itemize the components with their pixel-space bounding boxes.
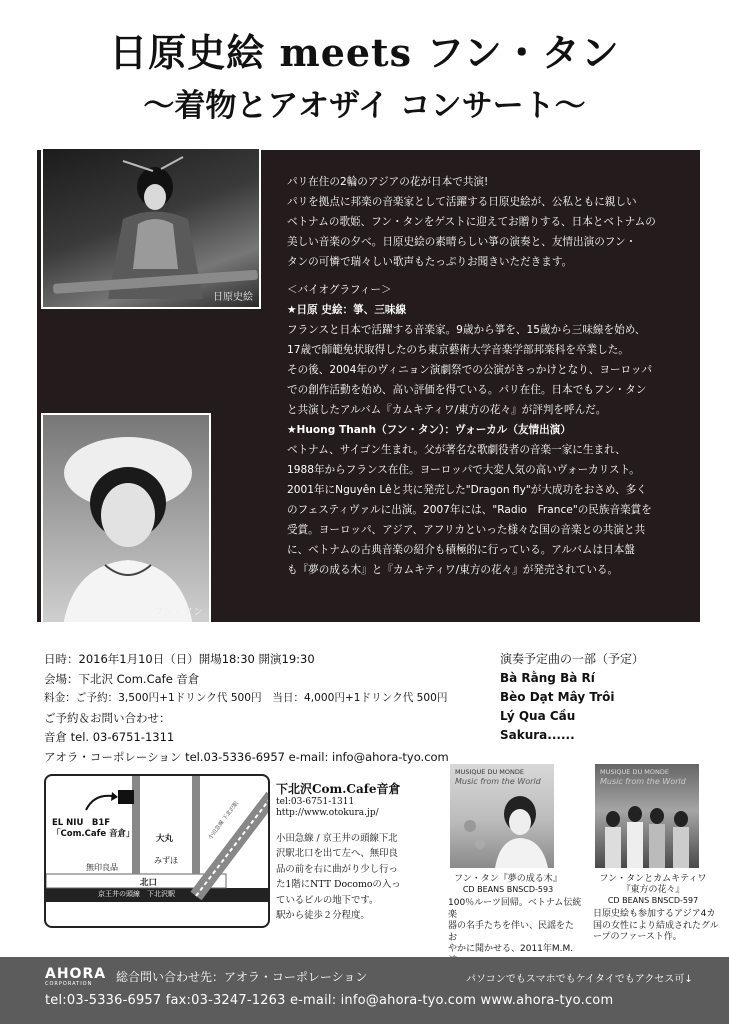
map-road-label: 小田急線 下北沢駅 — [207, 800, 240, 841]
cd2-title: フン・タンとカムキティワ — [599, 874, 707, 884]
footer-contact-label: 総合問い合わせ先：アオラ・コーポレーション — [116, 970, 368, 984]
intro-line: タンの可憐で瑞々しい歌声もたっぷりお聞きいただきます。 — [287, 256, 573, 268]
koto-player-illustration — [43, 149, 261, 309]
map-mizuho-label: みずほ — [154, 856, 178, 865]
cd2-desc-line: 国の女性により結成されたグル — [593, 920, 719, 931]
map-kitaguchi-label: 北口 — [140, 878, 158, 888]
event-venue: 会場：下北沢 Com.Cafe 音倉 — [44, 671, 200, 686]
bio2-line: に、ベトナムの古典音楽の紹介も積極的に行っている。アルバムは日本盤 — [287, 544, 635, 556]
intro-line: 美しい音楽の夕べ。日原史絵の素晴らしい箏の演奏と、友情出演のフン・ — [287, 236, 637, 248]
cd1-desc-line: 器の名手たちを伴い、民謡をたお — [448, 921, 575, 943]
bio2-line: も『夢の成る木』と『カムキティワ/東方の花々』が発売されている。 — [287, 564, 619, 576]
cd2-code: CD BEANS BNSCD-597 — [607, 896, 699, 905]
map-daimaru-label: 大丸 — [156, 834, 174, 844]
venue-map — [44, 774, 270, 928]
footer — [0, 957, 729, 1024]
bio-heading: ＜バイオグラフィー＞ — [287, 284, 392, 296]
bio1-line: での創作活動を始め、高い評価を得ている。パリ在住。日本でもフン・タン — [287, 384, 647, 396]
page-subtitle: ～着物とアオザイ コンサート～ — [143, 88, 586, 124]
intro-line: パリを拠点に邦楽の音楽家として活躍する日原史絵が、公私ともに親しい — [287, 196, 637, 208]
cd2-desc-line: ープのファースト作。 — [593, 932, 682, 942]
cd2-brand: MUSIQUE DU MONDE — [600, 768, 669, 776]
venue-url[interactable]: http://www.otokura.jp/ — [276, 808, 379, 818]
footer-access-note: パソコンでもスマホでもケイタイでもアクセス可↓ — [466, 974, 693, 985]
venue-desc-line: た1階にNTT Docomoの入っ — [276, 879, 401, 891]
cd2-subtitle: Music from the World — [600, 777, 686, 786]
map-building-label: EL NIU B1F — [52, 818, 111, 828]
event-ahora-contact: アオラ・コーポレーション tel.03-5336-6957 e-mail: info@ahora-tyo.com — [44, 749, 449, 764]
event-info — [44, 650, 484, 767]
footer-contact-line[interactable]: tel:03-5336-6957 fax:03-3247-1263 e-mail: info@ahora-tyo.com www.ahora-tyo.com — [45, 993, 614, 1008]
bio2-line: 受賞。ヨーロッパ、アジア、アフリカといった様々な国の音楽との共演と共 — [287, 524, 646, 536]
cd2-title-sub: 『東方の花々』 — [621, 885, 685, 895]
cd2-description — [593, 909, 729, 944]
photo-huong-thanh — [41, 413, 211, 624]
bio1-line: と共演したアルバム『カムキティワ/東方の花々』が評判を呼んだ。 — [287, 404, 607, 416]
singer-portrait-illustration — [43, 415, 211, 624]
song-item: Bèo Dạt Mây Trôi — [500, 690, 615, 704]
venue-name: 下北沢Com.Cafe音倉 — [276, 782, 401, 796]
venue-desc-line: 小田急線 / 京王井の頭線下北 — [276, 833, 398, 844]
cd2-cover — [595, 764, 699, 868]
cd1-portrait-illustration — [450, 764, 554, 868]
venue-desc-line: 駅から徒歩２分程度。 — [276, 910, 370, 922]
bio2-line: 2001年にNguyên Lêと共に発売した"Dragon fly"が大成功をおさめ、多く — [287, 484, 647, 496]
map-line-label: 京王井の頭線 下北沢駅 — [98, 890, 175, 898]
cd1-subtitle: Music from the World — [455, 777, 541, 786]
song-item: Sakura...... — [500, 728, 575, 742]
bio1-heading: ★日原 史絵：箏、三味線 — [287, 304, 407, 316]
song-item: Lý Qua Cầu — [500, 709, 576, 723]
cd1-title: フン・タン『夢の成る木』 — [454, 874, 562, 884]
venue-desc-line: 品の前を右に曲がり少し行っ — [276, 863, 398, 875]
bio1-line: その後、2004年のヴィニョン演劇祭での公演がきっかけとなり、ヨーロッパ — [287, 364, 653, 376]
intro-line: ベトナムの歌姫、フン・タンをゲストに迎えてお贈りする、日本とベトナムの — [287, 216, 656, 228]
cd2-desc-line: 日原史絵も参加するアジア4カ — [593, 909, 716, 919]
bio2-line: のフェスティヴァルに出演。2007年には、"Radio France"の民族音楽賞を — [287, 504, 652, 516]
song-item: Bà Rằng Bà Rí — [500, 671, 595, 685]
page-title: 日原史絵 meets フン・タン — [109, 30, 620, 75]
map-mujirushi-label: 無印良品 — [86, 863, 118, 872]
cd1-desc-line: 100％ルーツ回帰。ベトナム伝統楽 — [448, 898, 582, 920]
ahora-logo: AHORA — [45, 966, 107, 982]
cd2-group-illustration — [595, 764, 699, 868]
photo2-caption: フン・タン — [153, 607, 203, 618]
bio2-line: 1988年からフランス在住。ヨーロッパで大変人気の高いヴォーカリスト。 — [287, 464, 640, 476]
venue-info — [276, 780, 431, 923]
venue-desc-line: 沢駅北口を出て左へ、無印良 — [276, 848, 398, 860]
songs-list — [500, 650, 720, 745]
event-date: 日時：2016年1月10日（日）開場18:30 開演19:30 — [44, 652, 315, 666]
bio2-heading: ★Huong Thanh（フン・タン）：ヴォーカル（友情出演） — [287, 424, 571, 436]
bio1-line: 17歳で師範免状取得したのち東京藝術大学音楽学部邦楽科を卒業した。 — [287, 344, 629, 356]
cd1-desc-line: やかに聞かせる、2011年M.M. — [448, 944, 574, 954]
event-price: 料金：ご予約：3,500円+1ドリンク代 500円 当日：4,000円+1ドリンク代 500円 — [44, 692, 448, 704]
cd1-code: CD BEANS BNSCD-593 — [462, 885, 554, 894]
photo1-caption: 日原史絵 — [213, 292, 253, 303]
bio2-line: ベトナム、サイゴン生まれ。父が著名な歌劇役者の音楽一家に生まれ、 — [287, 444, 626, 456]
venue-description — [276, 831, 431, 923]
map-roads — [46, 776, 270, 928]
event-otokura-tel: 音倉 tel. 03-6751-1311 — [44, 730, 175, 744]
cd1-brand: MUSIQUE DU MONDE — [455, 768, 524, 776]
intro-line: パリ在住の2輪のアジアの花が日本で共演! — [287, 176, 489, 188]
cd-touhou-no-hanabana — [593, 764, 729, 944]
map-venue-label: 「Com.Cafe 音倉」 — [52, 829, 135, 839]
venue-desc-line: ているビルの地下です。 — [276, 894, 379, 906]
photo-hihara-fumie — [41, 147, 261, 309]
ahora-logo-sub: CORPORATION — [45, 981, 93, 987]
bio1-line: フランスと日本で活躍する音楽家。9歳から箏を、15歳から三味線を始め、 — [287, 324, 646, 336]
venue-tel: tel:03-6751-1311 — [276, 797, 355, 807]
cd1-cover — [450, 764, 554, 868]
event-reservation-label: ご予約＆お問い合わせ： — [44, 710, 171, 725]
description-text — [287, 172, 692, 580]
songs-heading: 演奏予定曲の一部（予定） — [500, 652, 645, 666]
